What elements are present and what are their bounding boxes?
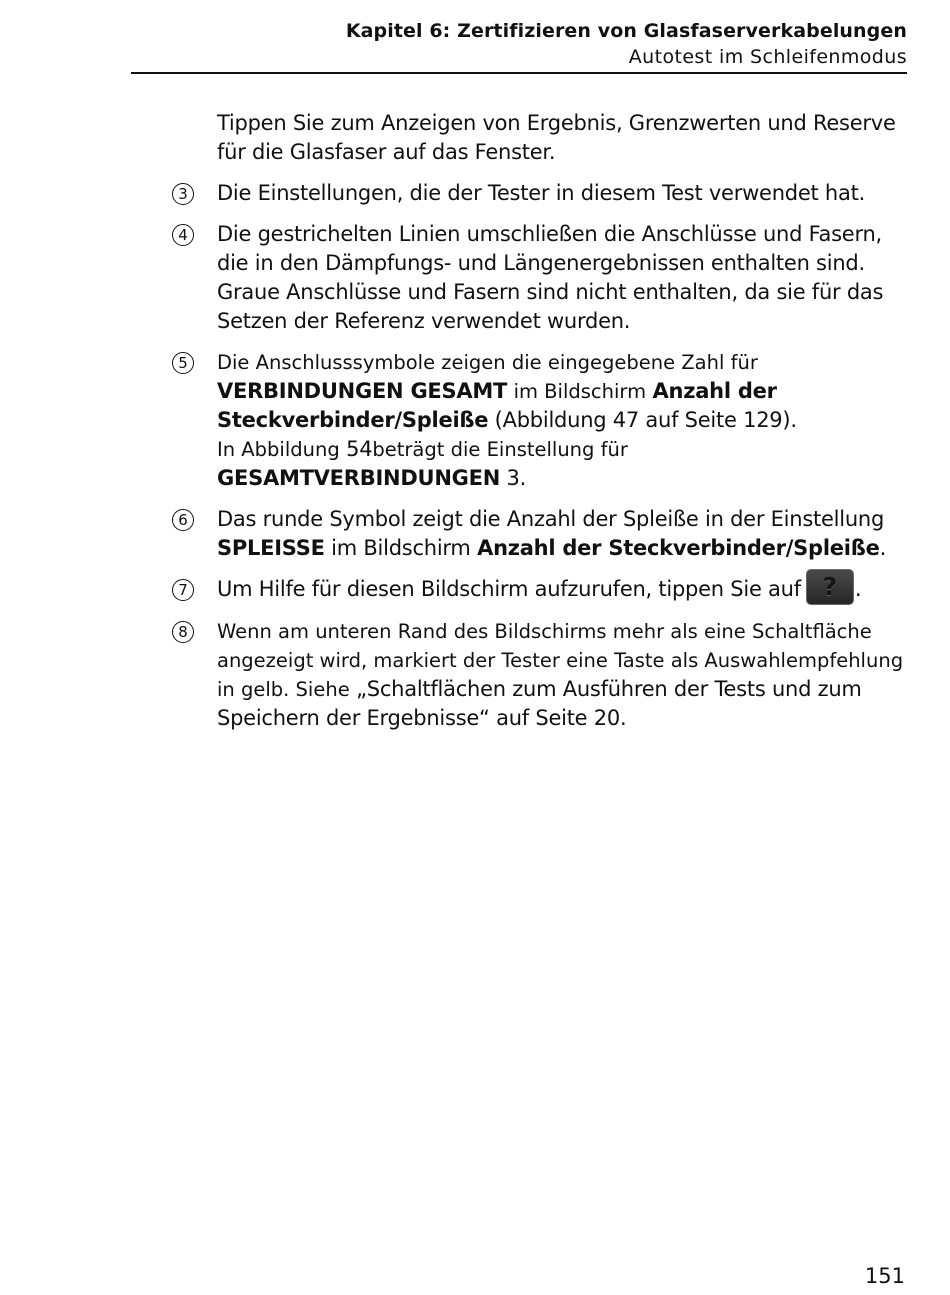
header-rule bbox=[131, 72, 907, 74]
item-8-cross-reference[interactable]: „Schaltflächen zum Ausführen der Tests und zum Speichern der Ergebnisse“ auf Seite 20 bbox=[217, 677, 862, 730]
item-number-7: 7 bbox=[172, 579, 194, 601]
item-6-setting-splices: SPLEISSE bbox=[217, 536, 325, 560]
item-6-text-1: Das runde Symbol zeigt die Anzahl der Spleiße in der Einstellung bbox=[217, 507, 885, 531]
item-5-text-4: ). bbox=[782, 408, 797, 432]
chapter-title: Kapitel 6: Zertifizieren von Glasfaserverkabelungen bbox=[345, 20, 907, 42]
item-number-8: 8 bbox=[172, 621, 194, 643]
item-5-text-7: 3. bbox=[506, 466, 527, 490]
help-button-icon: ? bbox=[806, 569, 854, 605]
item-5-setting-total: GESAMTVERBINDUNGEN bbox=[217, 466, 501, 490]
page-body bbox=[172, 109, 912, 745]
list-item-6 bbox=[172, 505, 912, 563]
item-5-text-6: beträgt die Einstellung für bbox=[372, 438, 628, 461]
section-title: Autotest im Schleifenmodus bbox=[628, 46, 907, 68]
item-8-end: . bbox=[620, 706, 627, 730]
item-number-3: 3 bbox=[172, 183, 194, 205]
list-item-8 bbox=[172, 617, 912, 733]
item-7-end: . bbox=[854, 577, 862, 601]
list-item-5 bbox=[172, 348, 912, 493]
item-5-screen-name: Anzahl der Steckverbinder/Spleiße bbox=[217, 379, 777, 432]
list-item-3 bbox=[172, 179, 912, 208]
item-5-text-2: im Bildschirm bbox=[513, 380, 647, 403]
intro-text: Tippen Sie zum Anzeigen von Ergebnis, Grenzwerten und Reserve für die Glasfaser auf das Fenster. bbox=[217, 111, 896, 164]
list-item-4 bbox=[172, 220, 912, 336]
item-5-text-3: (Abbildung bbox=[494, 408, 607, 432]
item-5-text-1: Die Anschlusssymbole zeigen die eingegebene Zahl für bbox=[217, 351, 758, 374]
list-item-7 bbox=[172, 572, 912, 605]
item-5-text-5: In Abbildung bbox=[217, 438, 340, 461]
item-number-5: 5 bbox=[172, 352, 194, 374]
item-3-text: Die Einstellungen, die der Tester in diesem Test verwendet hat. bbox=[217, 181, 866, 205]
running-header bbox=[131, 18, 907, 69]
item-5-figure-number: 54 bbox=[346, 437, 373, 461]
item-6-text-2: im Bildschirm bbox=[331, 536, 471, 560]
item-6-screen-name: Anzahl der Steckverbinder/Spleiße bbox=[477, 536, 880, 560]
item-number-6: 6 bbox=[172, 509, 194, 531]
item-5-setting-total-connections: VERBINDUNGEN GESAMT bbox=[217, 379, 508, 403]
page-number: 151 bbox=[864, 1264, 905, 1288]
item-7-text: Um Hilfe für diesen Bildschirm aufzurufen, tippen Sie auf bbox=[217, 577, 801, 601]
intro-paragraph bbox=[172, 109, 912, 167]
item-4-text: Die gestrichelten Linien umschließen die Anschlüsse und Fasern, die in den Dämpfungs- und Längenergebnissen enthalten sind. Graue Anschlüsse und Fasern sind nicht enthalten, da sie für das Setzen der Referenz verwendet wurden. bbox=[217, 222, 884, 333]
item-8-text: Wenn am unteren Rand des Bildschirms mehr als eine Schaltfläche angezeigt wird, markiert der Tester eine Taste als Auswahlempfehlung in gelb. Siehe bbox=[217, 620, 904, 701]
item-number-4: 4 bbox=[172, 224, 194, 246]
item-5-figure-ref: 47 auf Seite 129 bbox=[612, 408, 783, 432]
item-6-text-3: . bbox=[879, 536, 886, 560]
